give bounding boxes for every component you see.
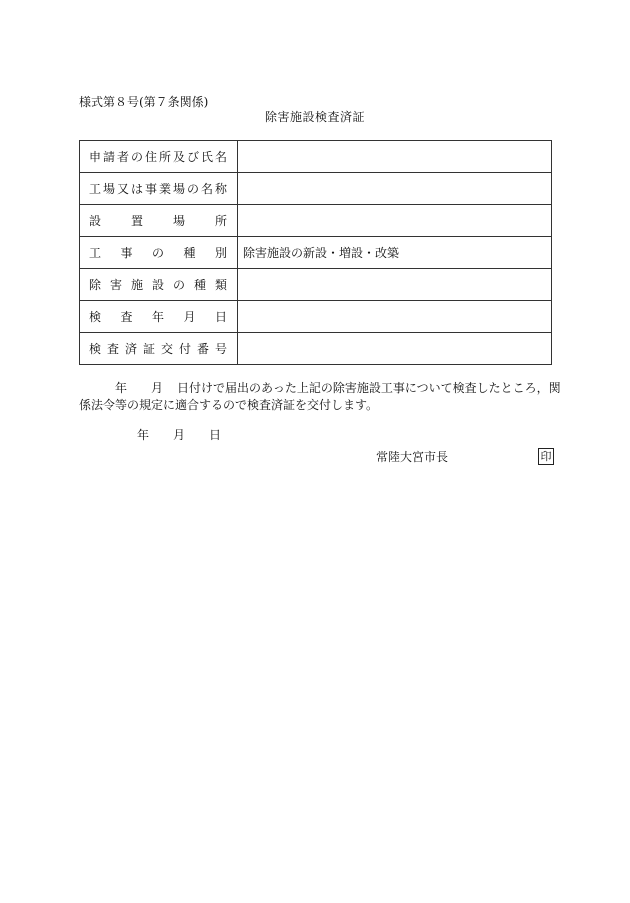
body-line-2: 係法令等の規定に適合するので検査済証を交付します。 [79,398,379,412]
issuer-name: 常陸大宮市長 [376,450,449,464]
table-row [80,205,552,237]
form-number: 様式第８号(第７条関係) [79,95,209,109]
row-value-cell [238,205,552,237]
row-label-cell [80,333,238,365]
table-row [80,173,552,205]
row-value-cell [238,237,552,269]
row-label: 設置場所 [89,214,228,228]
row-value: 除害施設の新設・増設・改築 [243,246,400,260]
issue-date-year: 年 [137,428,150,442]
row-label-cell [80,173,238,205]
row-value-cell [238,333,552,365]
row-label: 検査年月日 [89,310,228,324]
row-label-cell [80,301,238,333]
table-row [80,237,552,269]
row-value-cell [238,301,552,333]
row-value-cell [238,173,552,205]
table-row [80,333,552,365]
body-date-blank: 年 月 [115,381,164,395]
issue-date-month: 月 [173,428,186,442]
row-label-cell [80,205,238,237]
table-row [80,301,552,333]
certificate-body [79,380,561,414]
row-label-cell [80,141,238,173]
row-label: 申請者の住所及び氏名 [89,150,228,164]
table-row [80,141,552,173]
row-label: 工場又は事業場の名称 [89,182,228,196]
inspection-table [79,140,552,365]
row-label: 除害施設の種類 [89,278,228,292]
row-label: 検査済証交付番号 [89,342,228,356]
row-value-cell [238,141,552,173]
document-title: 除害施設検査済証 [264,110,365,124]
seal-mark: 印 [538,448,554,465]
row-label-cell [80,237,238,269]
issue-date [137,427,221,443]
row-value-cell [238,269,552,301]
table-row [80,269,552,301]
row-label: 工事の種別 [89,246,228,260]
issue-date-day: 日 [209,428,222,442]
body-line-1 [79,380,561,397]
body-line-1-text: 日付けで届出のあった上記の除害施設工事について検査したところ，関 [177,381,561,395]
row-label-cell [80,269,238,301]
